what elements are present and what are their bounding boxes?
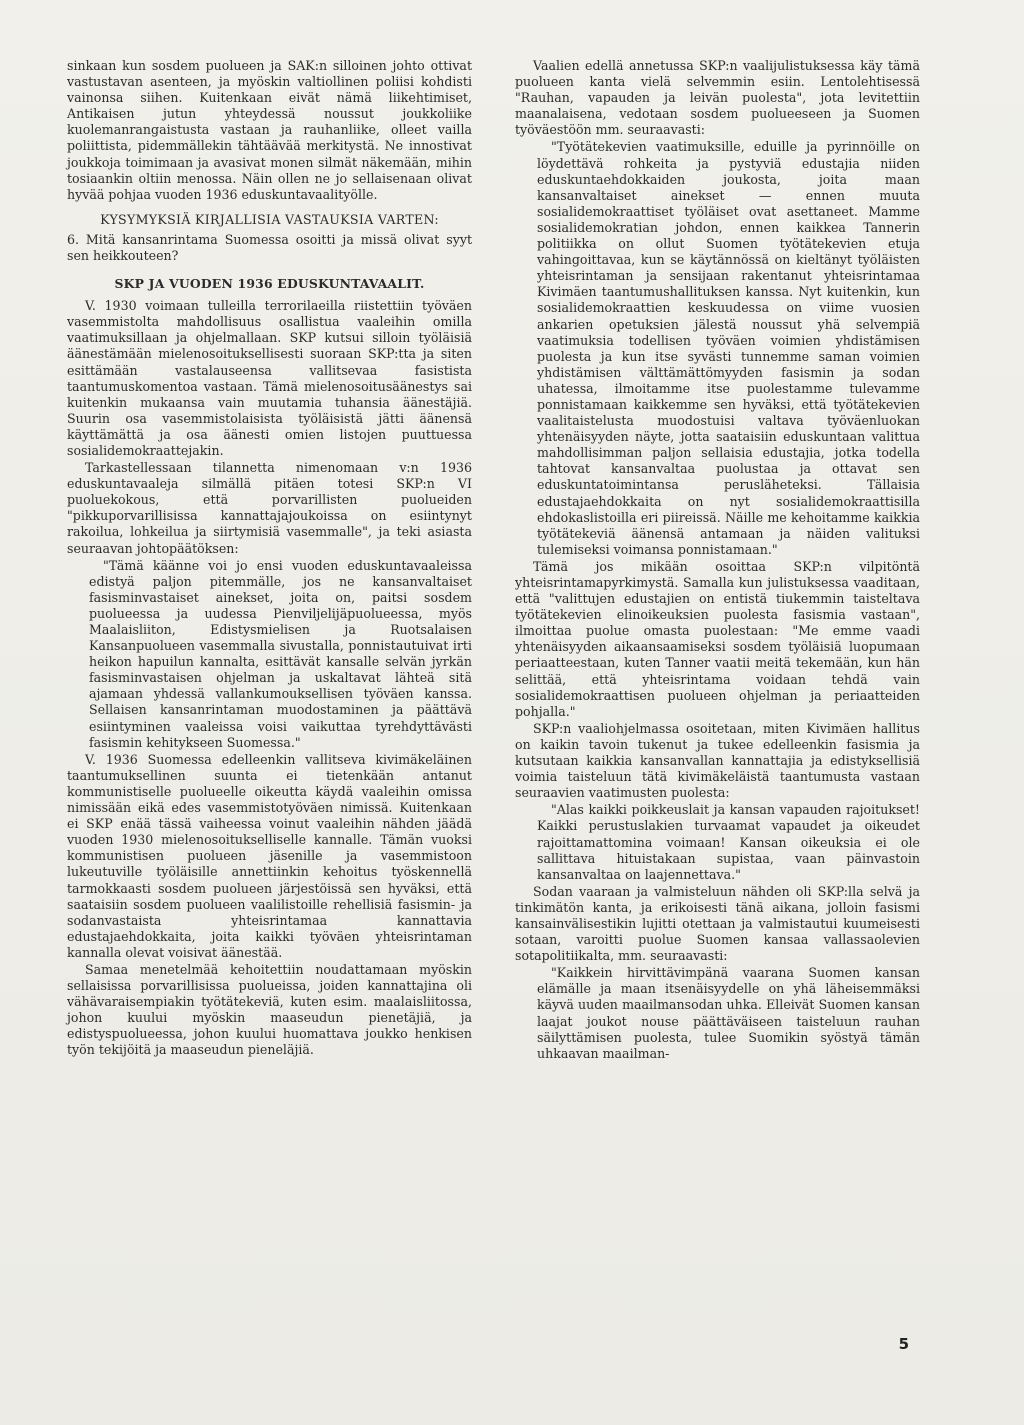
body-paragraph: Samaa menetelmää kehoitettiin noudattamaan myöskin sellaisissa porvarillisissa puolueissa, joiden kannattajina oli vähävaraisempiakin työtätekeviä, kuten esim. maalaisliitossa, johon kuului myöskin maaseudun pienetäjiä, ja edistyspuolueessa, johon kuului huomattava joukko henkisen työn tekijöitä ja maaseudun pieneläjiä. [67,961,472,1058]
intro-paragraph: sinkaan kun sosdem puolueen ja SAK:n silloinen johto ottivat vastustavan asenteen, ja myöskin valtiollinen poliisi kohdisti vainonsa siihen. Kuitenkaan eivät nämä liikehtimiset, Antikaisen jutun yhteydessä noussut joukkoliike kuolemanrangaistusta vastaan ja rauhanliike, olleet vailla poliittista, pidemmällekin tähtäävää merkitystä. Ne innostivat joukkoja toimimaan ja avasivat monen silmät näkemään, mihin tosiaankin oltiin menossa. Näin ollen ne jo sellaisenaan olivat hyvää pohjaa vuoden 1936 eduskuntavaalityölle. [67,58,472,202]
right-column [515,58,920,1063]
block-quote: "Kaikkein hirvittävimpänä vaarana Suomen kansan elämälle ja maan itsenäisyydelle on yhä läheisemmäksi käyvä uuden maailmansodan uhka. Elleivät Suomen kansan laajat joukot nouse päättäväiseen taisteluun rauhan säilyttämisen puolesta, tulee Suomikin syöstyä tämän uhkaavan maailman- [537,965,920,1061]
body-paragraph: Tämä jos mikään osoittaa SKP:n vilpitöntä yhteisrintamapyrkimystä. Samalla kun julistuksessa vaaditaan, että "valittujen edustajien on entistä tiukemmin taisteltava työtätekevien elinoikeuksien puolesta fasismia vastaan", ilmoittaa puolue omasta puolestaan: "Me emme vaadi yhtenäisyyden aikaansaamiseksi sosdem työläisiä luopumaan periaatteestaan, kuten Tanner vaatii meitä tekemään, kun hän selittää, että yhteisrintama voidaan tehdä vain sosialidemokraattisen puolueen ohjelman ja periaatteiden pohjalla." [515,558,920,719]
body-paragraph: Tarkastellessaan tilannetta nimenomaan v:n 1936 eduskuntavaaleja silmällä pitäen totesi SKP:n VI puoluekokous, että porvarillisten puolueiden "pikkuporvarillisissa kannattajajoukoissa on esiintynyt rakoilua, lohkeilua ja siirtymisiä vasemmalle", ja teki asiasta seuraavan johtopäätöksen: [67,460,472,556]
block-quote: "Työtätekevien vaatimuksille, eduille ja pyrinnöille on löydettävä rohkeita ja pystyviä edustajia niiden eduskuntaehdokkaiden joukosta, joita maan kansanvaltaiset ainekset — ennen muuta sosialidemokraattiset työläiset ovat asettaneet. Mamme sosialidemokratian johdon, ennen kaikkea Tannerin politiikka on ollut Suomen työtätekevien etuja vahingoittavaa, kun se käytännössä on kieltänyt työläisten yhteisrintaman ja sensijaan rakentanut yhteisrintamaa Kivimäen taantumushallituksen kanssa. Nyt kuitenkin, kun sosialidemokraattien keskuudessa on viime vuosien ankarien opetuksien jälestä noussut yhä selvempiä vaatimuksia todellisen työväen voimien yhdistämisen puolesta ja kun itse syvästi tunnemme saman voimien yhdistämisen välttämättömyyden fasismin ja sodan uhatessa, ilmoitamme itse puolestamme tulevamme ponnistamaan kaikkemme sen hyväksi, että työtätekevien vaalitaistelusta muodostuisi valtava työväenluokan yhtenäisyyden näyte, jotta saataisiin eduskuntaan valittua mahdollisimman paljon sellaisia edustajia, jotka todella tahtovat kansanvaltaa puolustaa ja ottavat sen eduskuntatoimintansa perusläheteksi. Tällaisia edustajaehdokkaita on nyt sosialidemokraattisilla ehdokaslistoilla eri piireissä. Näille me kehoitamme kaikkia työtätekeviä äänensä antamaan ja näiden valituksi tulemiseksi voimansa ponnistamaan." [537,139,920,557]
section-heading: SKP JA VUODEN 1936 EDUSKUNTAVAALIT. [114,276,425,292]
body-paragraph: V. 1936 Suomessa edelleenkin vallitseva kivimäkeläinen taantumuksellinen suunta ei tietenkään antanut kommunistiselle puolueelle oikeutta käydä vaaleihin omissa nimissään eikä edes vasemmistotyöväen nimissä. Kuitenkaan ei SKP enää tässä vaiheessa voinut vaaleihin nähden jäädä vuoden 1930 mielenosoitukselliselle kannalle. Tämän vuoksi kommunistisen puolueen jäsenille ja vasemmistoon lukeutuville työläisille annettiinkin kehoitus työskennellä tarmokkaasti sosdem puolueen järjestöissä sen hyväksi, että saataisiin sosdem puolueen vaalilistoille rehellisiä fasismin- ja sodanvastaista yhteisrintamaa kannattavia edustajaehdokkaita, joita kaikki työväen yhteisrintaman kannalla olevat voisivat äänestää. [67,751,472,960]
body-paragraph: Sodan vaaraan ja valmisteluun nähden oli SKP:lla selvä ja tinkimätön kanta, ja erikoisesti tänä aikana, jolloin fasismi kansainvälisestikin lujitti otettaan ja valmistautui kuumeisesti sotaan, varoitti puolue Suomen kansaa vallassaolevien sotapolitiikalta, mm. seuraavasti: [515,883,920,964]
question-6: 6. Mitä kansanrintama Suomessa osoitti ja missä olivat syyt sen heikkouteen? [67,231,472,263]
body-paragraph: V. 1930 voimaan tulleilla terrorilaeilla riistettiin työväen vasemmistolta mahdollisuus osallistua vaaleihin omilla vaatimuksillaan ja ohjelmallaan. SKP kutsui silloin työläisiä äänestämään mielenosoituksellisesti suoraan SKP:tta ja siten esittämään vastalauseensa vallitsevaa fasistista taantumuskomentoa vastaan. Tämä mielenosoitusäänestys sai kuitenkin mukaansa vain muutamia tuhansia äänestäjiä. Suurin osa vasemmistolaisista työläisistä jätti äänensä käyttämättä ja osa äänesti omien listojen puuttuessa sosialidemokraattejakin. [67,298,472,458]
questions-heading: KYSYMYKSIÄ KIRJALLISIA VASTAUKSIA VARTEN: [100,211,439,227]
page-number: 5 [898,1335,909,1353]
body-paragraph: Vaalien edellä annetussa SKP:n vaalijulistuksessa käy tämä puolueen kanta vielä selvemmin esiin. Lentolehtisessä "Rauhan, vapauden ja leivän puolesta", jota levitettiin maanalaisena, vedotaan sosdem puolueeseen ja Suomen työväestöön mm. seuraavasti: [515,58,920,138]
block-quote: "Alas kaikki poikkeuslait ja kansan vapauden rajoitukset! Kaikki perustuslakien turvaamat vapaudet ja oikeudet rajoittamattomina voimaan! Kansan oikeuksia ei ole sallittava hituistakaan supistaa, vaan päinvastoin kansanvaltaa on laajennettava." [537,802,920,882]
left-column [67,58,472,1060]
body-paragraph: SKP:n vaaliohjelmassa osoitetaan, miten Kivimäen hallitus on kaikin tavoin tukenut ja tukee edelleenkin fasismia ja kutsutaan kaikkia kansanvallan kannattajia ja edistyksellisiä voimia taisteluun tätä kivimäkeläistä taantumusta vastaan seuraavien vaatimusten puolesta: [515,720,920,801]
block-quote: "Tämä käänne voi jo ensi vuoden eduskuntavaaleissa edistyä paljon pitemmälle, jos ne kansanvaltaiset fasisminvastaiset ainekset, joita on, paitsi sosdem puolueessa ja uudessa Pienviljelijäpuolueessa, myös Maalaisliiton, Edistysmielisen ja Ruotsalaisen Kansanpuolueen vasemmalla sivustalla, ponnistautuivat irti heikon hapuilun kannalta, esittävät kansalle selvän jyrkän fasisminvastaisen ohjelman ja uskaltavat lähteä sitä ajamaan yhdessä vallankumouksellisen työväen kanssa. Sellaisen kansanrintaman muodostaminen ja päättävä esiintyminen vaaleissa voisi vaikuttaa tyrehdyttävästi fasismin kehitykseen Suomessa." [89,557,472,750]
